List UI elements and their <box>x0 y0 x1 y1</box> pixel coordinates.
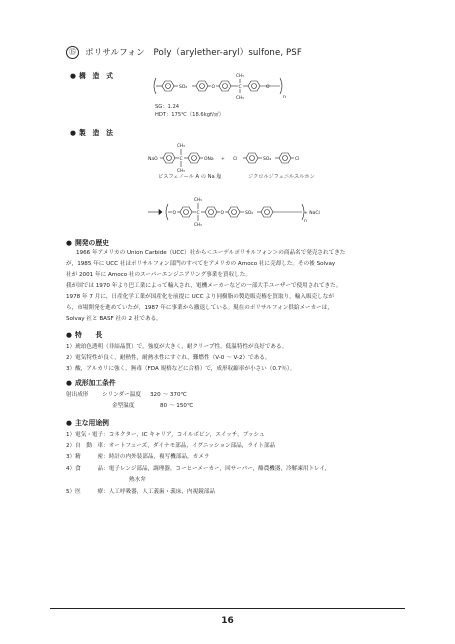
bullet-icon: ● <box>70 129 76 137</box>
ch3-top-label: CH₃ <box>177 143 185 148</box>
history-line: 1966 年アメリカの Union Carbide（UCC）社から＜ユーデルポリサルフォン＞の商品名で発売されてきた <box>76 250 346 256</box>
footer-rule <box>50 608 405 609</box>
history-line: 社が 2001 年に Amoco 社のスーパーエンジニアリング事業を買収した。 <box>66 272 251 278</box>
history-line: Solvay 社と BASF 社の 2 社である。 <box>66 316 162 322</box>
ether-o-label: O <box>211 85 216 90</box>
use-item: 3）精 密：時計の内外装部品，複写機部品，カメラ <box>66 454 210 460</box>
caption-bisphenol: ビスフェノール A の Na 塩 <box>158 174 222 180</box>
cl-label: Cl <box>233 157 238 162</box>
so2-label: SO₂ <box>245 211 254 216</box>
history-line: 我が国では 1970 年より巴工業によって輸入され，電機メーカーなどの一部大手ユーザーで使用されてきた。 <box>66 283 342 289</box>
ch3-top-label: CH₃ <box>236 73 244 78</box>
use-item-continued: 熱水弁 <box>129 477 146 483</box>
use-item: 5）医 療：人工呼吸器，人工義歯・義床，内視鏡部品 <box>66 489 215 495</box>
structural-formula <box>148 66 298 106</box>
ch3-bottom-label: CH₃ <box>236 95 244 100</box>
processing-row <box>66 390 187 398</box>
bullet-icon: ● <box>66 379 72 387</box>
prop-sg: SG：1.24 <box>155 104 180 110</box>
reaction-product <box>148 192 318 232</box>
nao-label: NaO <box>148 157 158 162</box>
processing-label: 射出成形 <box>66 392 89 398</box>
manufacture-heading: ● 製 造 法 <box>70 129 113 137</box>
ch3-bottom-label: CH₃ <box>177 168 185 173</box>
feature-item: 1）琥珀色透明（非結晶質）で，強度が大きく，耐クリープ性，低温特性が良好である。 <box>66 344 288 350</box>
history-line: ら，市場開発を進めていたが，1987 年に事業から撤退している。現在のポリサルフォン供給メーカーは， <box>66 305 333 311</box>
ether-o2-label: O <box>266 85 270 90</box>
ch3-bottom-label: CH₃ <box>194 222 202 227</box>
uses-heading: ● 主な用途例 <box>66 419 109 427</box>
history-line: 1978 年 7 月に，日産化学工業が国産化を前提に UCC より同樹脂の製造販売権を買取り，輸入販売しなが <box>66 294 334 300</box>
use-item: 1）電気・電子：コネクター，IC キャリア，コイルボビン，スイッチ，ブッシュ <box>66 432 265 438</box>
prop-hdt: HDT：175℃（18.6kgf/㎠） <box>155 112 224 118</box>
ether-o2-label: O <box>220 211 225 216</box>
subscript-n: n <box>304 219 307 224</box>
ona-label: ONa <box>204 157 214 162</box>
ch3-top-label: CH₃ <box>194 197 202 202</box>
subscript-n: n <box>283 95 286 100</box>
structure-heading: ● 構 造 式 <box>70 72 113 80</box>
processing-heading: ● 成形加工条件 <box>66 379 116 387</box>
carbon-label: C <box>238 85 242 90</box>
processing-param: シリンダー温度 <box>102 392 141 398</box>
use-item: 2）自 動 車：オートフューズ，ダイナモ部品，イグニッション部品，ライト部品 <box>66 443 276 449</box>
processing-param: 金型温度 <box>112 403 135 409</box>
carbon-label: C <box>179 157 183 162</box>
caption-dichlorodiphenylsulfone: ジクロルジフェニルスルホン <box>248 174 315 180</box>
bullet-icon: ● <box>66 331 72 339</box>
cl2-label: Cl <box>295 157 300 162</box>
so2-label: SO₂ <box>263 157 272 162</box>
carbon-label: C <box>196 211 200 216</box>
nacl-label: + NaCl <box>304 211 320 216</box>
history-paragraph <box>66 248 396 325</box>
bullet-icon: ● <box>70 72 76 80</box>
processing-row <box>66 401 193 409</box>
bullet-icon: ● <box>66 419 72 427</box>
processing-value: 80 ～ 150℃ <box>160 403 194 409</box>
section-number: ⑮ <box>66 46 79 59</box>
use-item: 4）食 品：電子レンジ部品，調理器，コーヒーメーカー，回サーバー，酪農機器，冷解凍用トレイ， <box>66 466 331 472</box>
bullet-icon: ● <box>66 239 72 247</box>
page-number: 16 <box>221 616 234 626</box>
title-text: ポリサルフォン Poly（arylether-aryl）sulfone, PSF <box>85 48 302 58</box>
plus-label: + <box>221 157 225 162</box>
ether-o-label: O <box>172 211 177 216</box>
history-line: が，1985 年に UCC 社はポリサルフォン部門のすべてをアメリカの Amoco 社に売却した。その後 Solvay <box>66 261 336 267</box>
feature-item: 3）酸，アルカリに強く，無毒（FDA 規格などに合格）で，成形収縮率が小さい（0.7％）。 <box>66 366 296 372</box>
features-heading: ● 特 長 <box>66 331 103 339</box>
history-heading: ● 開発の歴史 <box>66 239 109 247</box>
processing-value: 320 ～ 370℃ <box>150 392 187 398</box>
feature-item: 2）電気特性が良く，耐熱性，耐熱水性にすぐれ，難燃性（V-0 ～ V-2）である。 <box>66 355 271 361</box>
so2-label: SO₂ <box>179 85 188 90</box>
page-title <box>66 46 302 59</box>
